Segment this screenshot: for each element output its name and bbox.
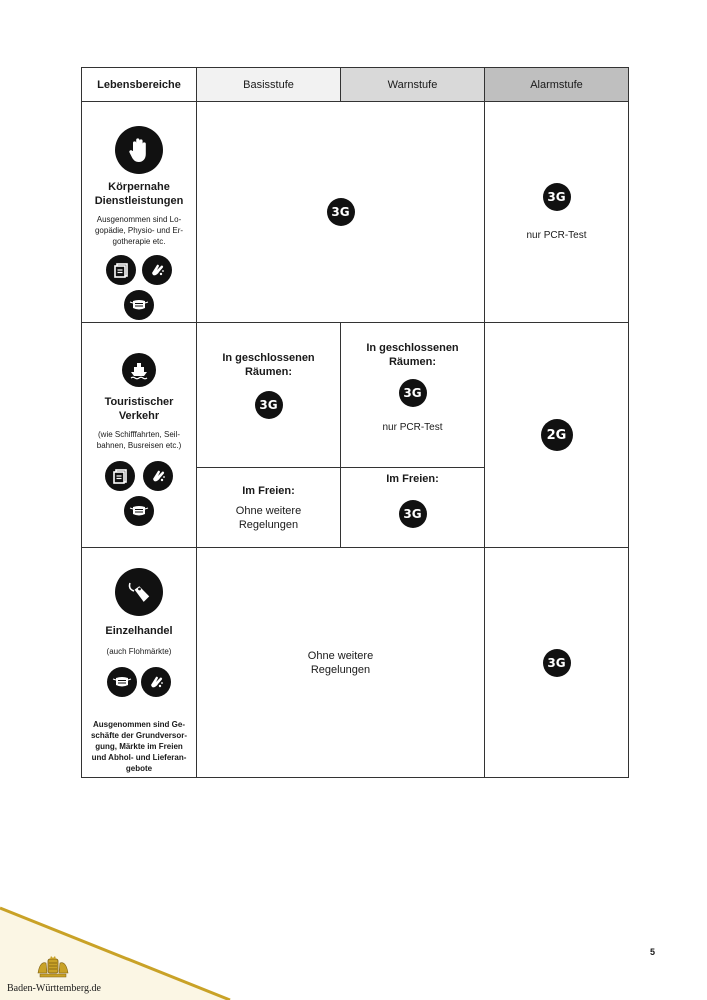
row-title-line: Körpernahe <box>108 181 170 193</box>
hand-wash-icon <box>142 255 172 285</box>
header-label: Alarmstufe <box>530 78 583 91</box>
row-body-services-alarm-cell <box>484 101 629 323</box>
row-note-line: Ausgenommen sind Ge- <box>92 720 185 729</box>
row-note-line: schäfte der Grundversor- <box>90 731 188 740</box>
indoor-label: Räumen: <box>244 366 293 378</box>
pcr-note: nur PCR-Test <box>382 422 443 433</box>
indoor-label: In geschlossenen <box>366 342 459 354</box>
no-rules-text: Regelungen <box>310 663 371 676</box>
3g-badge: 3G <box>399 379 427 407</box>
row-note-line: gotherapie etc. <box>112 237 166 246</box>
mask-icon <box>124 496 154 526</box>
document-icon <box>105 461 135 491</box>
row-note-line: und Abhol- und Lieferan- <box>91 753 187 762</box>
row-note-line: Ausgenommen sind Lo- <box>96 215 182 224</box>
row-body-services-basis-warn-cell <box>196 101 485 323</box>
3g-badge: 3G <box>543 183 571 211</box>
2g-badge: 2G <box>541 419 573 451</box>
mask-icon <box>124 290 154 320</box>
indoor-label: In geschlossenen <box>222 352 315 364</box>
no-rules-text: Ohne weitere <box>307 649 374 662</box>
no-rules-text: Regelungen <box>238 518 299 531</box>
row-title: Einzelhandel <box>105 625 173 637</box>
header-label: Warnstufe <box>387 78 438 91</box>
hand-icon <box>115 126 163 174</box>
row-title-line: Touristischer <box>104 396 174 408</box>
row-retail-label-cell <box>81 547 197 778</box>
3g-badge: 3G <box>327 198 355 226</box>
header-basisstufe <box>196 67 341 102</box>
no-rules-text: Ohne weitere <box>235 504 302 517</box>
ship-icon <box>122 353 156 387</box>
mask-icon <box>107 667 137 697</box>
footer-logo-text: Baden-Württemberg.de <box>7 983 101 994</box>
row-tourism-warn-indoor-cell <box>340 322 485 468</box>
row-retail-alarm-cell <box>484 547 629 778</box>
header-warnstufe <box>340 67 485 102</box>
3g-badge: 3G <box>255 391 283 419</box>
row-retail-basis-warn-cell <box>196 547 485 778</box>
row-body-services-label-cell <box>81 101 197 323</box>
row-tourism-label-cell <box>81 322 197 548</box>
row-tourism-warn-outdoor-cell <box>340 467 485 548</box>
document-icon <box>106 255 136 285</box>
outdoor-label: Im Freien: <box>242 484 295 497</box>
footer-gold-stripe <box>0 880 260 1000</box>
row-tourism-basis-indoor-cell <box>196 322 341 468</box>
outdoor-label: Im Freien: <box>386 473 439 485</box>
header-alarmstufe <box>484 67 629 102</box>
coat-of-arms-logo <box>36 955 70 981</box>
indoor-label: Räumen: <box>388 356 437 368</box>
header-lebensbereiche <box>81 67 197 102</box>
3g-badge: 3G <box>399 500 427 528</box>
header-label: Basisstufe <box>243 78 294 91</box>
3g-badge: 3G <box>543 649 571 677</box>
row-note-line: gopädie, Physio- und Er- <box>94 226 184 235</box>
row-tourism-basis-outdoor-cell <box>196 467 341 548</box>
hand-wash-icon <box>143 461 173 491</box>
row-tourism-alarm-cell <box>484 322 629 548</box>
row-note-line: gung, Märkte im Freien <box>95 742 183 751</box>
pcr-note: nur PCR-Test <box>526 229 587 241</box>
row-subtitle: (auch Flohmärkte) <box>106 647 172 656</box>
row-note-line: gebote <box>125 764 153 773</box>
header-label: Lebensbereiche <box>97 78 181 91</box>
row-title-line: Dienstleistungen <box>94 195 184 207</box>
row-note-line: (wie Schifffahrten, Seil- <box>98 430 180 439</box>
price-tag-icon <box>115 568 163 616</box>
row-title-line: Verkehr <box>118 410 160 422</box>
row-note-line: bahnen, Busreisen etc.) <box>96 441 182 450</box>
page-number: 5 <box>649 947 655 957</box>
hand-wash-icon <box>141 667 171 697</box>
